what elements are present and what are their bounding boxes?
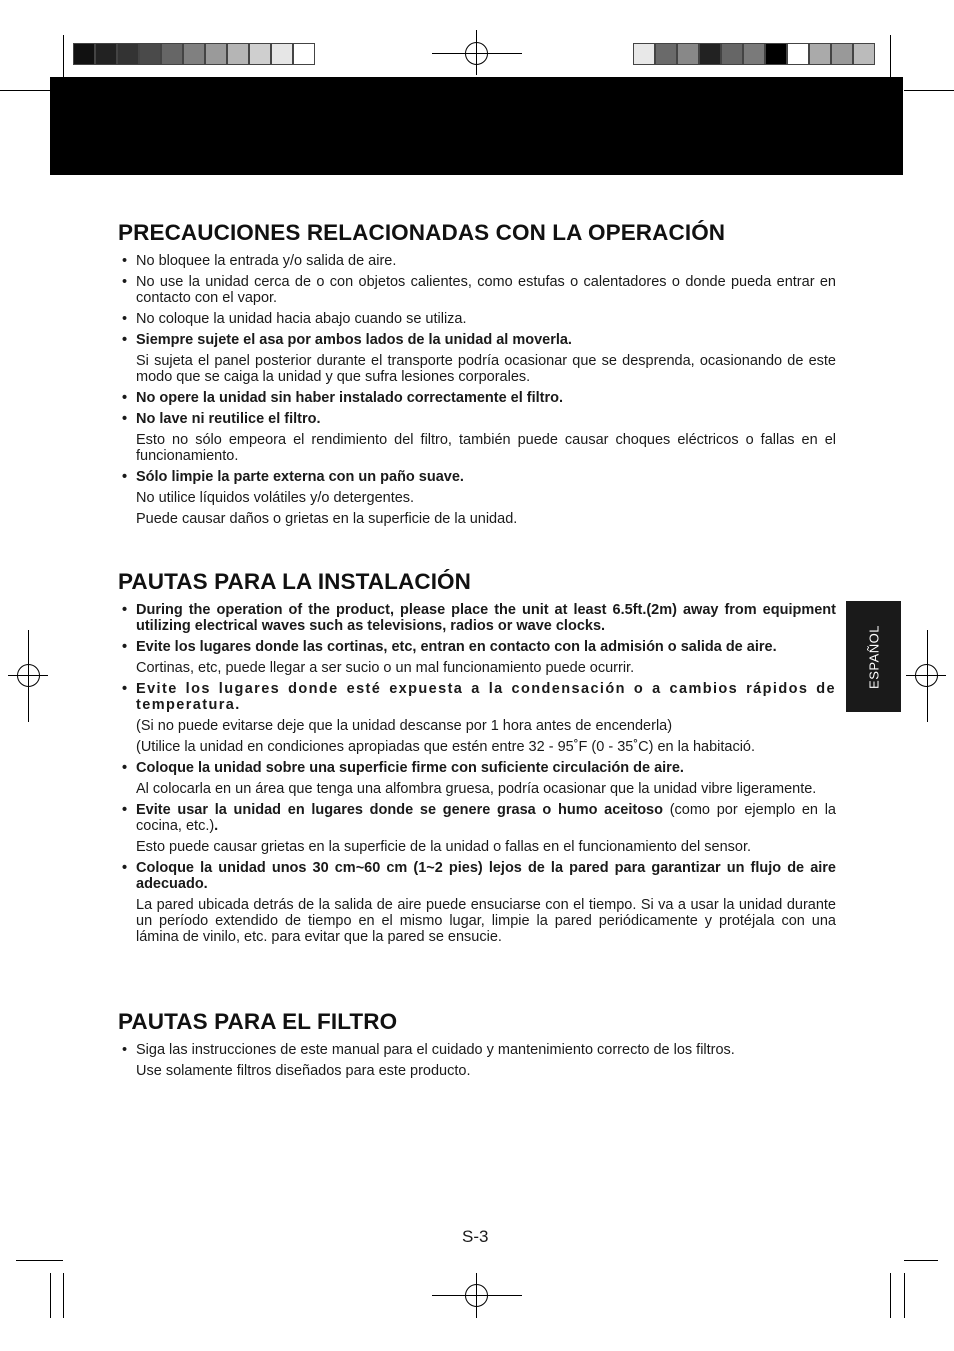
color-swatch — [677, 43, 699, 65]
color-swatch — [853, 43, 875, 65]
color-swatch — [721, 43, 743, 65]
color-swatch — [227, 43, 249, 65]
color-bar-left — [73, 43, 315, 66]
color-swatch — [809, 43, 831, 65]
section-filter-guidelines — [118, 1009, 836, 1079]
color-swatch — [655, 43, 677, 65]
color-swatch — [249, 43, 271, 65]
list-item: • No coloque la unidad hacia abajo cuando se utiliza. — [122, 311, 467, 327]
color-bar-right — [633, 43, 875, 66]
color-swatch — [633, 43, 655, 65]
list-item: • No use la unidad cerca de o con objetos calientes, como estufas o calentadores o donde pueda entrar en contacto con el vapor. — [122, 274, 836, 306]
color-swatch — [117, 43, 139, 65]
color-swatch — [765, 43, 787, 65]
list-item: • Siempre sujete el asa por ambos lados de la unidad al moverla. Si sujeta el panel posterior durante el transporte podría ocasionar que se desprenda, ocasionando de este modo que se caiga la unidad y que sufra lesiones corporales. — [122, 332, 836, 385]
list-item: • During the operation of the product, please place the unit at least 6.5ft.(2m) away from equipment utilizing electrical waves such as televisions, radios or wave clocks. — [122, 602, 836, 634]
page-number: S-3 — [462, 1227, 489, 1246]
color-swatch — [95, 43, 117, 65]
color-swatch — [743, 43, 765, 65]
color-swatch — [271, 43, 293, 65]
list-item: • Coloque la unidad unos 30 cm~60 cm (1~2 pies) lejos de la pared para garantizar un flujo de aire adecuado. La pared ubicada detrás de la salida de aire puede ensuciarse con el tiempo. Si va a usar la unidad durante un período extendido de tiempo en el mismo lugar, limpie la pared periódicamente y protéjala con una lámina de vinilo, etc. para evitar que la pared se ensucie. — [122, 860, 836, 945]
color-swatch — [183, 43, 205, 65]
list-item: • No opere la unidad sin haber instalado correctamente el filtro. — [122, 390, 564, 406]
list-item: • Evite usar la unidad en lugares donde se genere grasa o humo aceitoso (como por ejemplo en la cocina, etc.). Esto puede causar grietas en la superficie de la unidad o fallas en el funcionamiento del sensor. — [122, 802, 836, 855]
list-item: • Siga las instrucciones de este manual para el cuidado y mantenimiento correcto de los filtros. Use solamente filtros diseñados para este producto. — [122, 1042, 735, 1079]
list-item: • No lave ni reutilice el filtro. Esto no sólo empeora el rendimiento del filtro, también puede causar choques eléctricos o fallas en el funcionamiento. — [122, 411, 836, 464]
color-swatch — [205, 43, 227, 65]
list-item: • No bloquee la entrada y/o salida de aire. — [122, 253, 397, 269]
list-item: • Evite los lugares donde esté expuesta a la condensación o a cambios rápidos de temperatura. (Si no puede evitarse deje que la unidad descanse por 1 hora antes de encenderla) (Utilice la unidad en condiciones apropiadas que estén entre 32 - 95˚F (0 - 35˚C) en la habitació. — [122, 681, 836, 755]
color-swatch — [699, 43, 721, 65]
list-item: • Evite los lugares donde las cortinas, etc, entran en contacto con la admisión o salida de aire. Cortinas, etc, puede llegar a ser sucio o un mal funcionamiento puede ocurrir. — [122, 639, 777, 676]
color-swatch — [787, 43, 809, 65]
color-swatch — [831, 43, 853, 65]
header-band — [50, 77, 903, 175]
color-swatch — [139, 43, 161, 65]
section-title: PAUTAS PARA EL FILTRO — [118, 1009, 398, 1034]
color-swatch — [161, 43, 183, 65]
language-tab-label: ESPAÑOL — [866, 624, 881, 689]
list-item: • Coloque la unidad sobre una superficie firme con suficiente circulación de aire. Al colocarla en un área que tenga una alfombra gruesa, podría ocasionar que la unidad vibre ligeramente. — [122, 760, 817, 797]
section-operation-precautions — [118, 220, 836, 527]
section-installation-guidelines — [118, 569, 836, 945]
section-title: PRECAUCIONES RELACIONADAS CON LA OPERACIÓN — [118, 220, 726, 245]
color-swatch — [73, 43, 95, 65]
language-tab — [846, 601, 901, 712]
color-swatch — [293, 43, 315, 65]
section-title: PAUTAS PARA LA INSTALACIÓN — [118, 569, 471, 594]
list-item: • Sólo limpie la parte externa con un paño suave. No utilice líquidos volátiles y/o detergentes. Puede causar daños o grietas en la superficie de la unidad. — [122, 469, 518, 527]
